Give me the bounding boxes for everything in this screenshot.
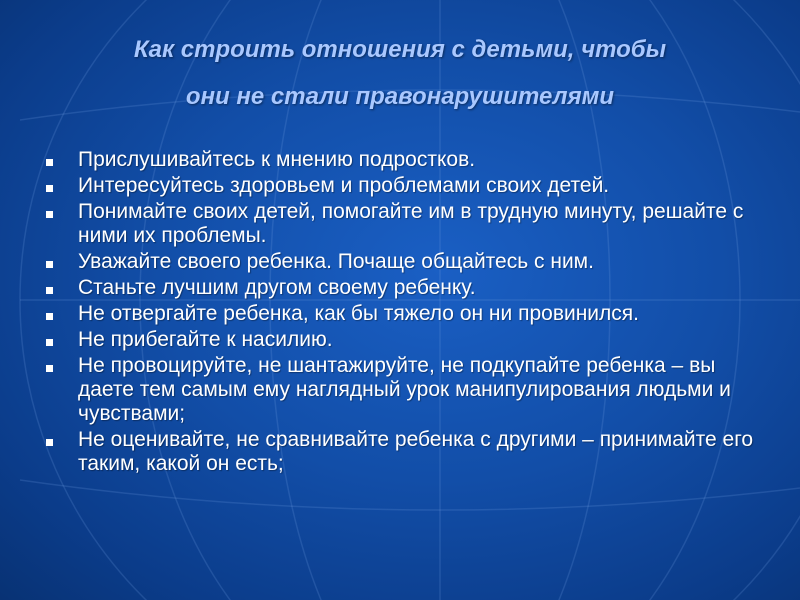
bullet-text: Прислушивайтесь к мнению подростков. [78,148,476,171]
slide-title-line-2: они не стали правонарушителями [185,83,615,110]
bullet-item [44,174,754,198]
bullet-text: Не отвергайте ребенка, как бы тяжело он ни провинился. [78,302,639,325]
bullet-item [44,148,754,172]
square-bullet-icon [46,287,53,294]
bullet-text: Станьте лучшим другом своему ребенку. [78,276,476,299]
bullet-item [44,328,754,352]
bullet-list [44,148,754,478]
slide-title-line-1: Как строить отношения с детьми, чтобы [133,36,667,63]
bullet-text: Понимайте своих детей, помогайте им в трудную минуту, решайте с ними их проблемы. [78,200,744,247]
square-bullet-icon [46,261,53,268]
square-bullet-icon [46,185,53,192]
square-bullet-icon [46,339,53,346]
bullet-item [44,354,754,426]
square-bullet-icon [46,439,53,446]
bullet-text: Уважайте своего ребенка. Почаще общайтесь с ним. [78,250,594,273]
bullet-item [44,428,754,476]
bullet-text: Не провоцируйте, не шантажируйте, не подкупайте ребенка – вы даете тем самым ему наглядный урок манипулирования людьми и чувствами; [78,354,731,425]
bullet-item [44,250,754,274]
square-bullet-icon [46,365,53,372]
bullet-text: Интересуйтесь здоровьем и проблемами своих детей. [78,174,610,197]
square-bullet-icon [46,159,53,166]
bullet-text: Не прибегайте к насилию. [78,328,333,351]
bullet-item [44,276,754,300]
bullet-item [44,302,754,326]
square-bullet-icon [46,313,53,320]
bullet-text: Не оценивайте, не сравнивайте ребенка с другими – принимайте его таким, какой он есть; [78,428,754,475]
bullet-item [44,200,754,248]
slide-title [40,26,760,120]
square-bullet-icon [46,211,53,218]
